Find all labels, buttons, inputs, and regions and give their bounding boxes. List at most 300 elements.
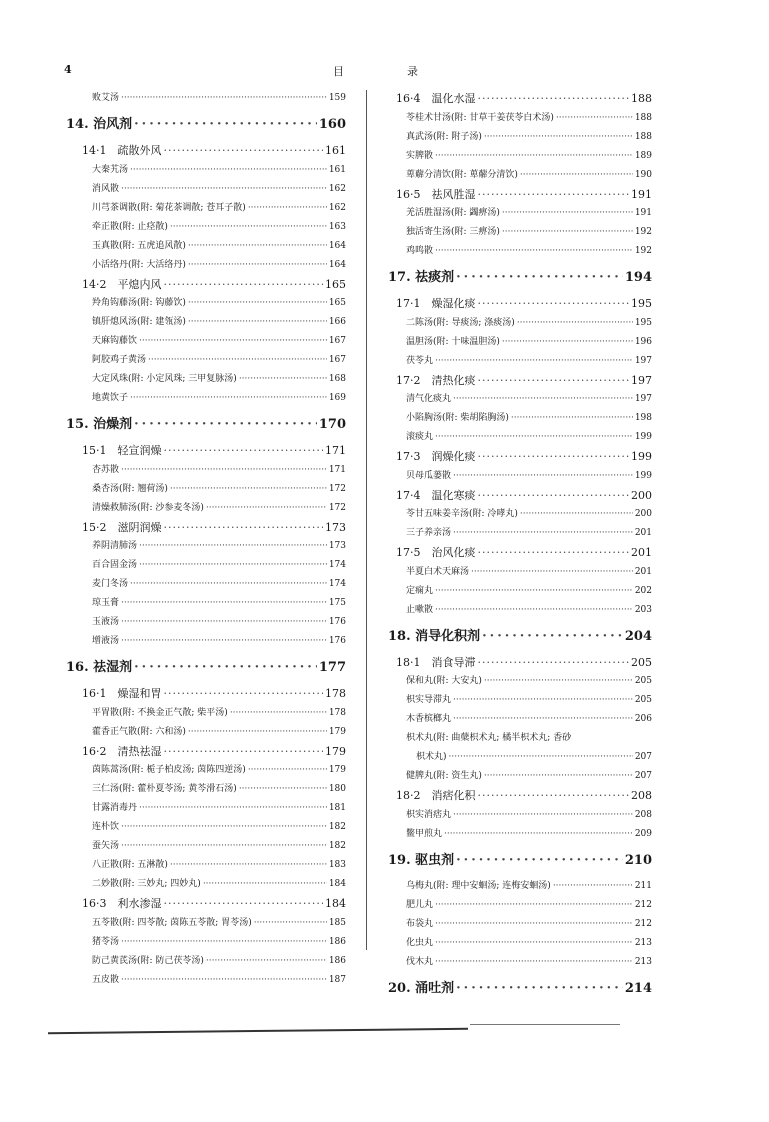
toc-entry-title: 防己黄芪汤(附: 防己茯苓汤) [92,955,204,966]
toc-item [388,730,652,743]
dot-leader [254,918,327,928]
toc-page-number: 214 [624,980,652,996]
toc-entry-title: 大定风珠(附: 小定风珠; 三甲复脉汤) [92,374,237,384]
toc-entry-title: 川芎茶调散(附: 菊花茶调散; 苍耳子散) [92,202,246,213]
toc-entry-title: 实脾散 [406,150,434,161]
toc-section [388,295,652,311]
toc-item [388,129,652,142]
toc-page-number: 184 [328,879,346,889]
toc-page-number: 162 [328,202,346,213]
dot-leader [456,270,623,285]
toc-section [388,487,652,503]
toc-item [64,781,346,794]
toc-entry-title: 枳术丸) [416,752,447,762]
toc-entry-title: 消风散 [92,183,120,194]
toc-entry-title: 保和丸(附: 大安丸) [406,676,482,686]
dot-leader [248,765,327,775]
toc-page-number: 164 [328,240,346,251]
toc-page-number: 180 [328,784,346,794]
toc-item [388,768,652,781]
toc-page-number: 161 [325,144,346,157]
toc-entry-title: 鸡鸣散 [406,246,434,256]
toc-item [388,391,652,404]
toc-entry-title: 乌梅丸(附: 理中安蛔汤; 连梅安蛔汤) [406,880,551,891]
toc-entry-title: 三仁汤(附: 藿朴夏苓汤; 黄芩滑石汤) [92,784,237,794]
toc-entry-title: 琼玉膏 [92,598,120,608]
toc-entry-title: 连朴饮 [92,822,120,832]
toc-page-number: 205 [631,655,652,669]
toc-page-number: 182 [328,841,346,851]
dot-leader [444,829,633,839]
toc-entry-title: 14·2 平熄内风 [82,277,162,291]
toc-page-number: 192 [634,227,652,237]
toc-section [64,743,346,759]
toc-page-number: 200 [634,509,652,519]
toc-entry-title: 羚角钩藤汤(附: 钩藤饮) [92,298,186,308]
toc-entry-title: 养阴清肺汤 [92,541,138,551]
dot-leader [478,656,630,669]
dot-leader [121,465,327,475]
dot-leader [484,771,633,781]
toc-entry-title: 17·1 燥湿化痰 [396,297,476,310]
dot-leader [435,900,633,910]
dot-leader [134,660,317,675]
toc-entry-title: 17·4 温化寒痰 [396,488,476,502]
toc-page-number: 208 [631,789,652,802]
dot-leader [206,503,327,513]
toc-page-number: 182 [328,822,346,832]
toc-page-number: 200 [631,488,652,502]
toc-section [388,787,652,803]
toc-page-number: 170 [318,417,346,432]
toc-item [64,633,346,646]
toc-page-number: 195 [634,317,652,328]
toc-item [388,692,652,705]
toc-item [388,334,652,347]
toc-item [64,390,346,403]
toc-page-number: 179 [328,726,346,737]
toc-page-number: 167 [328,336,346,346]
toc-page-number: 211 [634,880,652,891]
toc-entry-title: 萆薢分清饮(附: 萆薢分清饮) [406,169,518,180]
toc-item [388,148,652,161]
toc-page-number: 197 [634,394,652,404]
toc-entry-title: 滚痰丸 [406,432,434,442]
toc-item [64,857,346,870]
toc-page-number: 188 [634,131,652,142]
toc-item [64,800,346,813]
dot-leader [188,727,327,737]
toc-page-number: 168 [328,374,346,384]
dot-leader [121,975,327,985]
toc-item [64,934,346,947]
toc-section [64,895,346,911]
toc-section [64,519,346,535]
dot-leader [453,394,633,404]
toc-item [64,838,346,851]
dot-leader [164,745,324,758]
toc-page-number: 208 [634,809,652,820]
toc-item [64,915,346,928]
toc-entry-title: 桑杏汤(附: 翘荷汤) [92,483,168,494]
toc-item [64,352,346,365]
dot-leader [148,355,327,365]
toc-page-number: 165 [328,298,346,308]
toc-chapter [64,656,346,675]
toc-page-number: 197 [631,373,652,387]
toc-item [388,711,652,724]
toc-entry-title: 19. 驱虫剂 [388,852,455,868]
dot-leader [170,860,327,870]
dot-leader [130,579,327,589]
toc-entry-title: 温胆汤(附: 十味温胆汤) [406,336,500,347]
toc-page-number: 204 [624,628,652,644]
dot-leader [170,222,327,232]
dot-leader [453,695,633,705]
toc-entry-title: 半夏白术天麻汤 [406,566,470,577]
toc-page-number: 196 [634,336,652,347]
dot-leader [230,708,327,718]
toc-page-number: 174 [328,579,346,589]
dot-leader [478,374,630,387]
toc-page-number: 188 [634,112,652,123]
toc-page-number: 178 [325,687,346,700]
toc-item [388,315,652,328]
dot-leader [206,956,327,966]
toc-page-number: 189 [634,150,652,161]
toc-item [388,167,652,180]
dot-leader [453,714,633,724]
toc-page-number: 186 [328,955,346,966]
dot-leader [484,676,633,686]
toc-item [64,819,346,832]
toc-item [64,462,346,475]
toc-section [388,372,652,388]
toc-item [64,595,346,608]
toc-section [388,654,652,670]
toc-entry-title: 枳术丸(附: 曲蘖枳术丸; 橘半枳术丸; 香砂 [406,733,572,743]
toc-item [388,878,652,891]
toc-item [388,935,652,948]
toc-entry-title: 三子养亲汤 [406,528,452,538]
toc-entry-title: 定痫丸 [406,585,434,596]
toc-entry-title: 二陈汤(附: 导痰汤; 涤痰汤) [406,317,515,328]
dot-leader [478,188,630,201]
toc-entry-title: 17·3 润燥化痰 [396,450,476,463]
toc-section [388,448,652,464]
toc-item [388,506,652,519]
toc-chapter [388,849,652,868]
toc-page-number: 165 [325,277,346,291]
toc-item [388,583,652,596]
dot-leader [449,752,633,762]
toc-chapter [64,413,346,432]
dot-leader [456,981,623,996]
dot-leader [435,586,633,596]
toc-page-number: 212 [634,899,652,910]
toc-item [388,429,652,442]
dot-leader [139,336,327,346]
toc-entry-title: 增液汤 [92,636,120,646]
toc-entry-title: 地黄饮子 [92,393,129,403]
dot-leader [134,117,317,132]
toc-entry-title: 贝母瓜蒌散 [406,470,452,481]
dot-leader [478,789,630,802]
toc-item [64,972,346,985]
dot-leader [520,509,633,519]
toc-page-number: 161 [328,164,346,175]
toc-entry-title: 15·1 轻宣润燥 [82,444,162,457]
toc-entry-title: 甘露消毒丹 [92,803,138,813]
dot-leader [121,822,327,832]
dot-leader [121,937,327,947]
toc-item [64,238,346,251]
toc-page-number: 167 [328,355,346,365]
toc-item [64,90,346,103]
toc-entry-title: 18·2 消痞化积 [396,789,476,802]
toc-entry-title: 枳实消痞丸 [406,809,452,820]
toc-entry-title: 17·5 治风化痰 [396,546,476,559]
toc-entry-title: 天麻钩藤饮 [92,336,138,346]
dot-leader [121,636,327,646]
toc-page-number: 163 [328,221,346,232]
toc-entry-title: 八正散(附: 五淋散) [92,860,168,870]
dot-leader [435,432,633,442]
toc-page-number: 199 [634,432,652,442]
toc-page-number: 205 [634,676,652,686]
toc-entry-title: 伐木丸 [406,956,434,967]
toc-item [64,762,346,775]
dot-leader [239,374,327,384]
toc-page-number: 190 [634,169,652,180]
dot-leader [239,784,327,794]
toc-entry-title: 止嗽散 [406,604,434,615]
page-number: 4 [64,63,72,76]
toc-page-number: 172 [328,502,346,513]
toc-page-number: 194 [624,270,652,285]
toc-page-number: 177 [318,660,346,675]
dot-leader [517,318,633,328]
toc-item [388,468,652,481]
dot-leader [164,897,324,910]
toc-entry-title: 大秦艽汤 [92,164,129,175]
toc-entry-title: 藿香正气散(附: 六和汤) [92,726,186,737]
toc-page-number: 181 [328,803,346,813]
toc-item [388,807,652,820]
dot-leader [164,144,324,157]
dot-leader [471,567,633,577]
toc-entry-title: 杏苏散 [92,464,120,475]
toc-item [388,897,652,910]
toc-chapter [388,266,652,285]
dot-leader [170,484,327,494]
toc-page-number: 176 [328,617,346,627]
toc-page-number: 185 [328,917,346,928]
toc-entry-title: 鳖甲煎丸 [406,828,443,839]
toc-item [64,705,346,718]
dot-leader [164,521,324,534]
toc-page-number: 173 [328,541,346,551]
toc-entry-title: 阿胶鸡子黄汤 [92,355,147,365]
toc-page-number: 166 [328,317,346,327]
toc-page-number: 174 [328,560,346,570]
toc-page-number: 199 [631,450,652,463]
toc-item [64,500,346,513]
toc-entry-title: 玉真散(附: 五虎追风散) [92,240,186,251]
toc-page-number: 202 [634,585,652,596]
toc-entry-title: 17. 祛痰剂 [388,270,455,285]
toc-entry-title: 二妙散(附: 三妙丸; 四妙丸) [92,879,201,889]
toc-item [388,205,652,218]
dot-leader [139,803,327,813]
toc-page-number: 172 [328,483,346,494]
toc-entry-title: 清气化痰丸 [406,394,452,404]
toc-page-number: 205 [634,695,652,705]
dot-leader [164,444,324,457]
toc-page-number: 191 [634,208,652,218]
toc-entry-title: 牵正散(附: 止痉散) [92,221,168,232]
toc-item [388,954,652,967]
toc-entry-title: 18·1 消食导滞 [396,655,476,669]
toc-page-number: 197 [634,355,652,366]
toc-page-number: 213 [634,937,652,948]
toc-section [388,186,652,202]
dot-leader [130,393,327,403]
toc-page-number: 175 [328,598,346,608]
toc-item [64,876,346,889]
toc-page-number: 162 [328,183,346,194]
toc-item [388,673,652,686]
toc-chapter [388,625,652,644]
toc-page-number: 191 [631,187,652,201]
page-title: 目 录 [333,65,444,78]
toc-entry-title: 16·3 利水渗湿 [82,897,162,910]
toc-page-number: 206 [634,714,652,724]
toc-page-number: 173 [325,520,346,534]
toc-item [64,219,346,232]
dot-leader [121,598,327,608]
toc-page-number: 183 [328,860,346,870]
toc-item-continuation [388,749,652,762]
toc-entry-title: 18. 消导化积剂 [388,628,481,644]
toc-entry-title: 小活络丹(附: 大活络丹) [92,259,186,270]
toc-entry-title: 麦门冬汤 [92,579,129,589]
toc-page-number: 210 [624,852,652,868]
toc-entry-title: 茵陈蒿汤(附: 栀子柏皮汤; 茵陈四逆汤) [92,765,246,775]
toc-item [64,200,346,213]
toc-entry-title: 平胃散(附: 不换金正气散; 柴平汤) [92,707,228,718]
toc-item [64,257,346,270]
toc-page-number: 171 [325,444,346,457]
toc-page-number: 179 [325,744,346,758]
toc-chapter [64,113,346,132]
dot-leader [188,317,327,327]
toc-entry-title: 小陷胸汤(附: 柴胡陷胸汤) [406,413,509,423]
toc-entry-title: 五苓散(附: 四苓散; 茵陈五苓散; 胃苓汤) [92,917,252,928]
toc-item [388,525,652,538]
toc-section [64,276,346,292]
dot-leader [478,297,630,310]
toc-entry-title: 百合固金汤 [92,560,138,570]
toc-item [64,538,346,551]
toc-entry-title: 五皮散 [92,974,120,985]
toc-page-number: 164 [328,259,346,270]
toc-item [388,110,652,123]
dot-leader [478,92,630,105]
scan-artifact-line [470,1024,620,1025]
toc-item [64,371,346,384]
dot-leader [435,605,633,615]
toc-item [64,295,346,308]
toc-item [388,602,652,615]
dot-leader [188,260,327,270]
dot-leader [456,853,623,868]
dot-leader [121,617,327,627]
toc-entry-title: 木香槟榔丸 [406,714,452,724]
toc-entry-title: 真武汤(附: 附子汤) [406,131,482,142]
dot-leader [502,227,633,237]
toc-entry-title: 苓桂术甘汤(附: 甘草干姜茯苓白术汤) [406,112,554,123]
toc-entry-title: 16·5 祛风胜湿 [396,187,476,201]
dot-leader [121,841,327,851]
dot-leader [435,957,633,967]
toc-page-number: 176 [328,636,346,646]
dot-leader [478,546,630,559]
toc-entry-title: 布袋丸 [406,918,434,929]
toc-page-number: 188 [631,92,652,105]
toc-item [64,557,346,570]
toc-entry-title: 苓甘五味姜辛汤(附: 冷哮丸) [406,509,518,519]
toc-entry-title: 16. 祛湿剂 [66,660,133,675]
toc-page-number: 199 [634,470,652,481]
toc-entry-title: 15·2 滋阴润燥 [82,520,162,534]
toc-entry-title: 17·2 清热化痰 [396,373,476,387]
toc-page-number: 195 [631,297,652,310]
toc-item [388,243,652,256]
toc-entry-title: 健脾丸(附: 资生丸) [406,771,482,781]
dot-leader [248,203,327,213]
toc-page-number: 192 [634,246,652,256]
dot-leader [556,113,633,123]
dot-leader [188,298,327,308]
dot-leader [502,337,633,347]
dot-leader [478,489,630,502]
dot-leader [139,560,327,570]
toc-page-number: 178 [328,707,346,718]
toc-section [388,544,652,560]
dot-leader [188,241,327,251]
toc-page-number: 198 [634,413,652,423]
dot-leader [164,278,324,291]
toc-item [388,564,652,577]
toc-entry-title: 蚕矢汤 [92,841,120,851]
toc-page-number: 160 [318,117,346,132]
dot-leader [435,919,633,929]
dot-leader [121,184,327,194]
dot-leader [435,356,633,366]
dot-leader [511,413,633,423]
toc-entry-title: 独活寄生汤(附: 三痹汤) [406,227,500,237]
dot-leader [482,629,623,644]
toc-item [388,224,652,237]
toc-page-number: 201 [631,546,652,559]
toc-section [64,442,346,458]
toc-page-number: 179 [328,765,346,775]
toc-entry-title: 羌活胜湿汤(附: 蠲痹汤) [406,208,500,218]
dot-leader [453,528,633,538]
toc-item [64,181,346,194]
dot-leader [435,938,633,948]
